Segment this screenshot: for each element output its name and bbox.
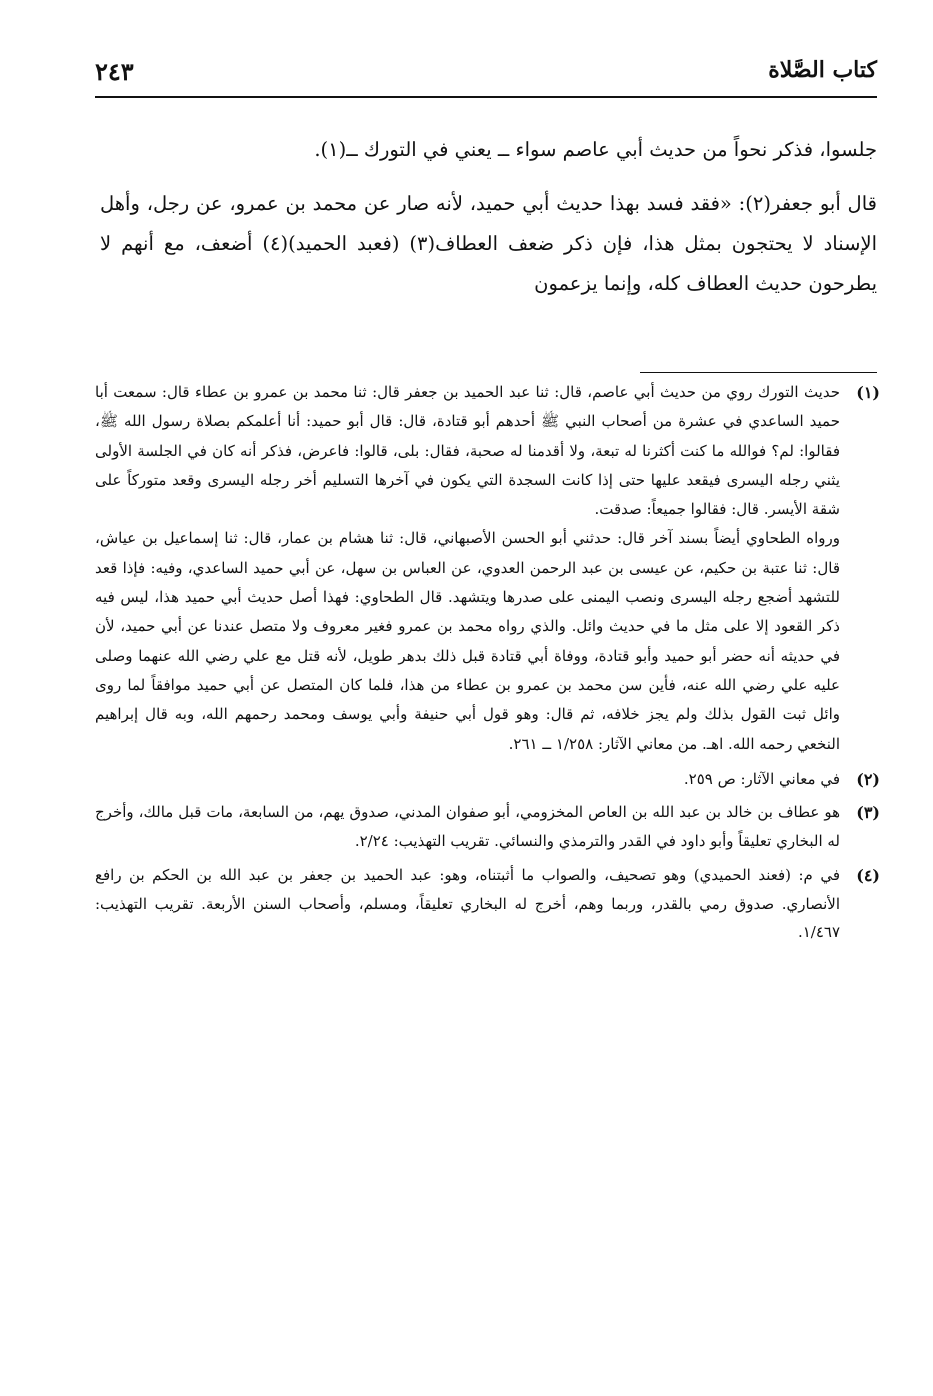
footnote-paragraph: ورواه الطحاوي أيضاً بسند آخر قال: حدثني أبو الحسن الأصبهاني، قال: ثنا هشام بن عمار، قال: ثنا إسماعيل بن عياش، قال: ثنا عتبة بن حكيم، عن عيسى بن عبد الرحمن العدوي، عن العباس بن سهل، عن أبي حميد الساعدي، وفيه: فإذا قعد للتشهد أضجع رجله اليسرى ونصب اليمنى على صدرها ويتشهد. قال الطحاوي: فهذا أصل حديث أبي حميد هذا، ليس فيه ذكر القعود إلا على مثل ما في حديث وائل. والذي رواه محمد بن عمرو فغير معروف ولا متصل عندنا عن أبي حميد، لأن في حديثه أنه حضر أبو حميد وأبو قتادة، ووفاة أبي قتادة قبل ذلك بدهر طويل، لأنه قتل مع علي رضي الله عنهما وصلى عليه علي رضي الله عنه، فأين سن محمد بن عمرو بن عطاء من هذا، فلما كان المتصل عن أبي حميد موافقاً لما روى وائل ثبت القول بذلك ولم يجز خلافه، ثم قال: وهو قول أبي حنيفة وأبي يوسف ومحمد رحمهم الله، وبه قال إبراهيم النخعي رحمه الله. اهـ. من معاني الآثار: ١/٢٥٨ ــ ٢٦١. (95, 529, 840, 753)
page-number: ٢٤٣ (95, 57, 134, 86)
footnote-2 (95, 765, 880, 795)
footnote-number: (٣) (856, 803, 880, 823)
footnote-body (95, 765, 840, 795)
footnote-number: (٢) (856, 769, 880, 789)
footnote-number: (٤) (856, 866, 880, 886)
footnote-4 (95, 861, 880, 947)
main-text (100, 130, 877, 304)
footnote-paragraph: هو عطاف بن خالد بن عبد الله بن العاص المخزومي، أبو صفوان المدني، صدوق يهم، من السابعة، مات قبل مالك، وأخرج له البخاري تعليقاً وأبو داود في القدر والترمذي والنسائي. تقريب التهذيب: ٢/٢٤. (95, 803, 840, 850)
body-paragraph: جلسوا، فذكر نحواً من حديث أبي عاصم سواء ــ يعني في التورك ــ(١). (314, 138, 877, 161)
page-header (95, 55, 877, 95)
footnote-body (95, 861, 840, 947)
footnote-paragraph: في م: (فعند الحميدي) وهو تصحيف، والصواب ما أثبتناه، وهو: عبد الحميد بن جعفر بن عبد الله بن الحكم بن رافع الأنصاري. صدوق رمي بالقدر، وربما وهم، أخرج له البخاري تعليقاً، ومسلم، وأصحاب السنن الأربعة. تقريب التهذيب: ١/٤٦٧. (95, 866, 840, 942)
footnote-body (95, 378, 840, 759)
footnote-separator (640, 372, 877, 373)
footnote-1 (95, 378, 880, 759)
footnote-paragraph: حديث التورك روي من حديث أبي عاصم، قال: ثنا عبد الحميد بن جعفر قال: ثنا محمد بن عمرو بن عطاء قال: سمعت أبا حميد الساعدي في عشرة من أصحاب النبي ﷺ أحدهم أبو قتادة، قال: قال أبو حميد: أنا أعلمكم بصلاة رسول الله ﷺ، فقالوا: لم؟ فوالله ما كنت أكثرنا له تبعة، ولا أقدمنا له صحبة، فقال: بلى، قالوا: فاعرض، فذكر أنه كان في الجلسة الأولى يثني رجله اليسرى فيقعد عليها حتى إذا كانت السجدة التي يكون في آخرها التسليم أخر رجله اليسرى وقعد متوركاً على شقة الأيسر. قال: فقالوا جميعاً: صدقت. (95, 383, 840, 519)
footnote-3 (95, 798, 880, 855)
header-rule (95, 96, 877, 98)
footnote-number: (١) (856, 383, 880, 402)
running-title: كتاب الصَّلاة (768, 57, 877, 83)
body-paragraph: قال أبو جعفر(٢): «فقد فسد بهذا حديث أبي حميد، لأنه صار عن محمد بن عمرو، عن رجل، وأهل الإسناد لا يحتجون بمثل هذا، فإن ذكر ضعف العطاف(٣) (فعبد الحميد)(٤) أضعف، مع أنهم لا يطرحون حديث العطاف كله، وإنما يزعمون (100, 192, 877, 295)
footnotes (95, 378, 880, 947)
footnote-paragraph: في معاني الآثار: ص ٢٥٩. (683, 769, 840, 788)
footnote-body (95, 798, 840, 855)
